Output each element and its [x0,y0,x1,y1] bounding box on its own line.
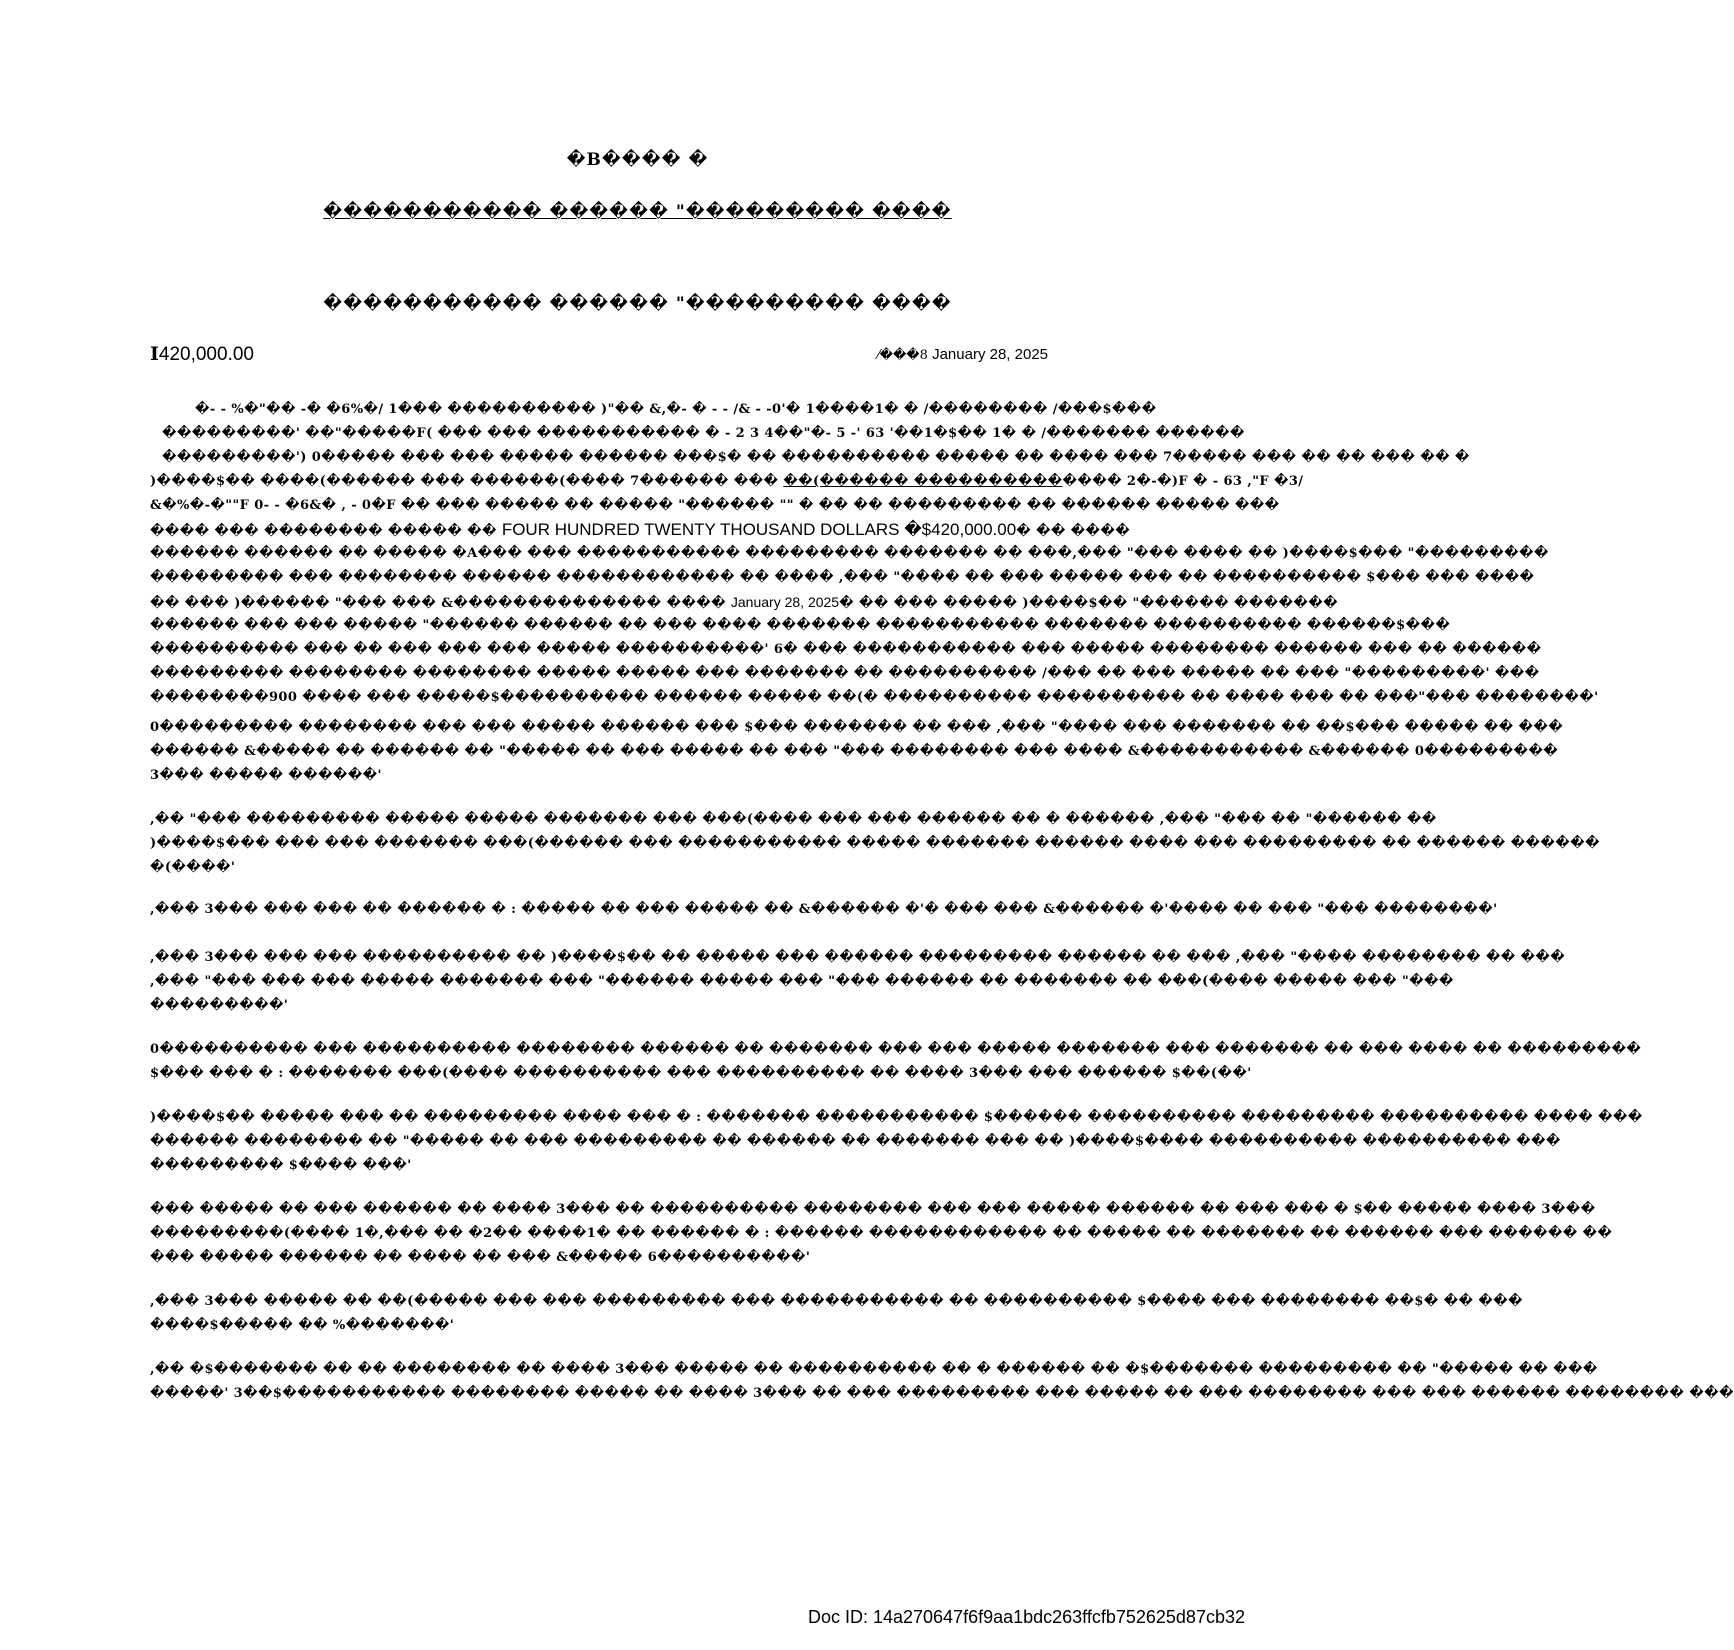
paragraph-line: ������ ������ �� ����� �A��� ��� ����������� ��������� ������� �� ���,��� "��� ���� �� )����$��� "��������� [150,546,1549,561]
principal-amount-value: 420,000.00 [158,344,254,365]
underlined-text: ��(������ ���������� [783,474,1063,489]
paragraph-7 [150,1106,1643,1178]
paragraph-line: ��� ����� �� ��� ������ �� ���� 3��� �� ���������� �������� ��� ��� ����� ������ �� ��� ��� � $�� ����� ���� 3��� [150,1202,1596,1217]
document-id: Doc ID: 14a270647f6f9aa1bdc263ffcfb752625d87cb32 [807,1607,1245,1627]
paragraph-text: ���� 2�-�)F � - 63 ,"F �3/ [1062,474,1304,489]
paragraph-line: ����$����� �� %�������' [150,1318,455,1333]
paragraph-line: ,�� "��� ��������� ����� ����� ������� ��� ���(���� ��� ��� ������ �� � ������ ,��� "��� �� "������ �� [150,812,1437,827]
paragraph-text: )����$�� ����(������ ��� ������(���� 7������ ��� [150,474,784,489]
paragraph-line: ,��� 3��� ��� ��� �� ������ � : ����� �� ��� ����� �� &������ �'� ��� ��� &������ �'���� �� ��� "��� ��������' [150,902,1498,917]
currency-symbol: I [150,343,159,365]
paragraph-line: ���������� ��� �� ��� ��� ��� ����� ����������' 6� ��� ����������� ��� ����� �������� ������ ��� �� ������ [150,642,1542,657]
document-title: ����������� ������ "��������� ���� [323,202,952,222]
paragraph-line: 3��� ����� ������' [150,768,382,783]
maturity-date: January 28, 2025 [730,594,840,610]
paragraph-line: ������ &����� �� ������ �� "����� �� ��� ����� �� ��� "��� �������� ��� ���� &����������� &������ 0��������� [150,744,1559,759]
paragraph-line: &�%�-�""F 0- - �6&� , - 0�F �� ��� ����� �� ����� "������ "" � �� �� ��������� �� ������ ����� ��� [150,498,1280,513]
date-prefix: ⁄���8 [877,348,928,363]
paragraph-line: ��������� ��� �������� ������ ������������ �� ���� ,��� "���� �� ��� ����� ��� �� ���������� $��� ��� ���� [150,570,1535,585]
document-subtitle: ����������� ������ "��������� ���� [323,294,952,314]
paragraph-line: ,��� 3��� ��� ��� ���������� �� )����$�� �� ����� ��� ������ ��������� ������ �� ��� ,��� "���� �������� �� ��� [150,950,1566,965]
exhibit-label: �B���� � [566,150,709,170]
paragraph-2 [150,716,1564,788]
paragraph-8 [150,1198,1613,1270]
paragraph-line: ,��� "��� ��� ��� ����� ������� ��� "������ ����� ��� "��� ������ �� ������� �� ���(���� ����� ��� "��� [150,974,1454,989]
paragraph-line: ��� ����� ������ �� ���� �� ��� &����� 6����������' [150,1250,811,1265]
paragraph-6 [150,1038,1642,1086]
paragraph-line: ,�� �$������� �� �� �������� �� ���� 3��� ����� �� ���������� �� � ������ �� �$������� ��������� �� "����� �� ��� [150,1362,1598,1377]
amount-in-words: FOUR HUNDRED TWENTY THOUSAND DOLLARS [501,520,900,539]
paragraph-line: �����' 3��$����������� �������� ����� �� ���� 3��� �� ��� ��������� ��� ����� �� ��� �������� ��� ��� ������ �������� ��� [150,1386,1734,1401]
paragraph-3 [150,808,1600,880]
paragraph-line: 0��������� �������� ��� ��� ����� ������ ��� $��� ������� �� ��� ,��� "���� ��� ������� �� ��$��� ����� �� ��� [150,720,1564,735]
paragraph-line [150,470,1304,494]
paragraph-text: � �� ��� ����� )����$�� "������ ������� [839,596,1338,611]
paragraph-line: $��� ��� � : ������� ���(���� ���������� ��� ���������� �� ���� 3��� ��� ������ $��(��' [150,1066,1252,1081]
principal-amount [150,343,254,366]
paragraph-line: ������ ��� ��� ����� "������ ������ �� ��� ���� ������� ����������� ������� ���������� ������$��� [150,618,1451,633]
paragraph-4 [150,898,1498,922]
paragraph-line: ���������' [150,998,289,1013]
paragraph-line: )����$�� ����� ��� �� ��������� ���� ��� � : ������� ����������� $������ ���������� ��������� ���������� ���� ��� [150,1110,1643,1125]
paragraph-1 [150,398,1599,710]
paragraph-line [150,518,1131,542]
paragraph-line: )����$��� ��� ��� ������� ���(������ ��� ����������� ����� ������� ������ ���� ��� ��������� �� ������ ������ [150,836,1600,851]
paragraph-line: ���������') 0����� ��� ��� ����� ������ ���$� �� ���������� ����� �� ���� ��� 7����� ��� �� �� ��� �� � [162,450,1470,465]
paragraph-line: ��������� �������� �������� ����� ����� ��� ������� �� ���������� /��� �� ��� ����� �� ��� "���������' ��� [150,666,1540,681]
paragraph-text: ���� ��� �������� ����� �� [150,524,502,539]
paragraph-5 [150,946,1566,1018]
paragraph-text: � �� ���� [1016,524,1131,539]
paragraph-line [150,590,1338,614]
note-date: January 28, 2025 [932,346,1048,363]
paragraph-line: 0���������� ��� ���������� �������� ������ �� ������� ��� ��� ����� ������� ��� ������� �� ��� ���� �� ��������� [150,1042,1642,1057]
paragraph-line: �- - %�"�� -� �6%�/ 1��� ���������� )"�� &,�- � - - /& - -0'� 1����1� � /�������� /���$��� [195,402,1157,417]
paragraph-text: �� ��� )������ "��� ��� &�������������� ���� [150,596,731,611]
paragraph-line: �(����' [150,860,236,875]
paragraph-line: ���������(���� 1�,��� �� �2�� ����1� �� ������ � : ������ ������������ �� ����� �� ������� �� ������ ��� ������ �� [150,1226,1613,1241]
date-line [877,346,1048,363]
paragraph-10 [150,1358,1734,1406]
paragraph-line: ������ �������� �� "����� �� ��� ��������� �� ������ �� ������� ��� �� )����$���� ���������� ���������� ��� [150,1134,1561,1149]
paragraph-line: ��������900 ���� ��� �����$���������� ������ ����� ��(� ���������� ���������� �� ���� ��� �� ���"��� ��������' [150,690,1599,705]
paragraph-9 [150,1290,1523,1338]
paragraph-line: ,��� 3��� ����� �� ��(����� ��� ��� ��������� ��� ����������� �� ���������� $���� ��� �������� ��$� �� ��� [150,1294,1523,1309]
amount-in-figures: �$420,000.00 [899,520,1017,539]
paragraph-line: ���������' ��"�����F( ��� ��� ����������� � - 2 3 4��"�- 5 -' 63 '��1�$�� 1� � /������� ������ [162,426,1245,441]
paragraph-line: ��������� $���� ���' [150,1158,412,1173]
